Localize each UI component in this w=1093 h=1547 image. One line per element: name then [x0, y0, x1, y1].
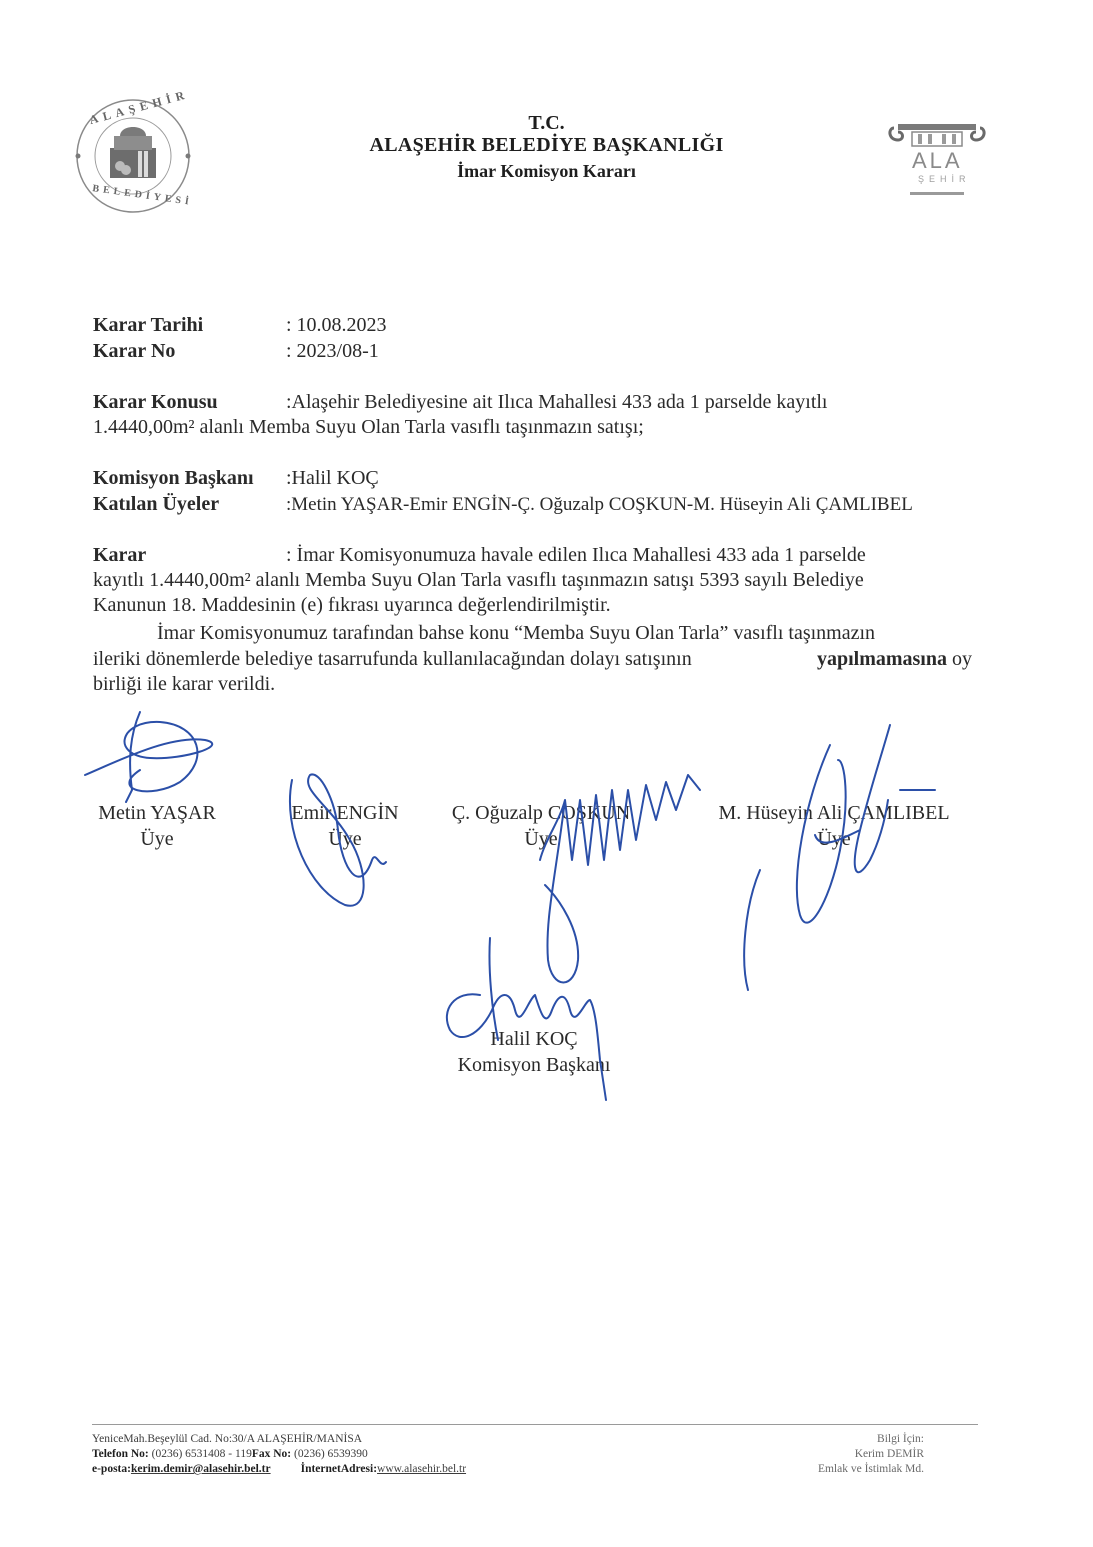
decision-para2-line-2 — [93, 647, 972, 672]
subject-line-2: 1.4440,00m² alanlı Memba Suyu Olan Tarla vasıflı taşınmazın satışı; — [93, 416, 644, 438]
info-title: Emlak ve İstimlak Md. — [817, 1463, 924, 1475]
info-label: Bilgi İçin: — [877, 1433, 924, 1445]
signer-role: Üye — [140, 828, 174, 850]
footer-email-web — [92, 1462, 612, 1477]
signature-block-metin — [88, 800, 226, 852]
web-link[interactable]: www.alasehir.bel.tr — [377, 1463, 467, 1475]
signer-role: Komisyon Başkanı — [457, 1054, 611, 1076]
footer-divider — [92, 1424, 978, 1425]
decision-line-1: : İmar Komisyonumuza havale edilen Ilıca Mahallesi 433 ada 1 parselde — [286, 544, 866, 566]
signer-name: Emir ENGİN — [291, 802, 399, 824]
decision-label: Karar — [93, 544, 147, 566]
seal-top-text: ALAŞEHİR — [87, 86, 191, 128]
decision-para2-line-1: İmar Komisyonumuz tarafından bahse konu “Memba Suyu Olan Tarla” vasıflı taşınmazın — [157, 622, 876, 644]
header-organization: ALAŞEHİR BELEDİYE BAŞKANLIĞI — [369, 134, 724, 156]
seal-bottom-text: BELEDİYESİ — [91, 183, 194, 208]
decision-line-3: Kanunun 18. Maddesinin (e) fıkrası uyarınca değerlendirilmiştir. — [93, 594, 611, 616]
subject-label: Karar Konusu — [93, 391, 218, 413]
email-link[interactable]: kerim.demir@alasehir.bel.tr — [130, 1463, 271, 1475]
no-label: Karar No — [93, 340, 176, 362]
date-label: Karar Tarihi — [93, 314, 204, 336]
signer-name: Halil KOÇ — [490, 1028, 578, 1050]
signature-block-halil — [444, 1026, 624, 1078]
footer-address: YeniceMah.Beşeylül Cad. No:30/A ALAŞEHİR/MANİSA — [92, 1433, 363, 1445]
signer-name: M. Hüseyin Ali ÇAMLIBEL — [718, 802, 950, 824]
signer-name: Ç. Oğuzalp COŞKUN — [451, 802, 631, 824]
header-subtitle: İmar Komisyon Kararı — [457, 161, 636, 181]
para2-text-b: oy — [952, 648, 972, 670]
signer-role: Üye — [328, 828, 362, 850]
chair-value: :Halil KOÇ — [286, 467, 379, 489]
signature-block-huseyin — [704, 800, 964, 852]
signer-role: Üye — [524, 828, 558, 850]
web-label: İnternetAdresi: — [300, 1463, 378, 1475]
signer-name: Metin YAŞAR — [98, 802, 216, 824]
para2-text-a: ileriki dönemlerde belediye tasarrufunda kullanılacağından dolayı satışının — [93, 648, 692, 670]
signature-huseyin — [744, 725, 935, 990]
signer-role: Üye — [817, 828, 851, 850]
phone-label: Telefon No: — [92, 1448, 149, 1460]
para2-emphasis: yapılmamasına — [816, 648, 947, 670]
signature-metin — [85, 712, 212, 802]
signature-block-emir — [280, 800, 410, 852]
no-value: : 2023/08-1 — [286, 340, 379, 362]
fax-value: (0236) 6539390 — [294, 1448, 368, 1460]
decision-para2-line-3: birliği ile karar verildi. — [93, 673, 276, 695]
subject-line-1: :Alaşehir Belediyesine ait Ilıca Mahallesi 433 ada 1 parselde kayıtlı — [286, 391, 828, 413]
footer-phone-fax — [92, 1447, 612, 1462]
footer-info — [740, 1432, 924, 1477]
decision-line-2: kayıtlı 1.4440,00m² alanlı Memba Suyu Olan Tarla vasıflı taşınmazın satışı 5393 sayılı Belediye — [93, 569, 864, 591]
fax-label: Fax No: — [251, 1448, 292, 1460]
chair-label: Komisyon Başkanı — [93, 467, 254, 489]
ala-logo-subtext: ŞEHİR — [918, 174, 971, 184]
date-value: : 10.08.2023 — [286, 314, 387, 336]
members-label: Katılan Üyeler — [93, 493, 220, 515]
ala-logo-text: ALA — [912, 148, 963, 173]
phone-value: (0236) 6531408 - 119 — [151, 1448, 252, 1460]
signature-block-oguzalp — [446, 800, 636, 852]
footer-contact — [92, 1432, 612, 1477]
members-value: :Metin YAŞAR-Emir ENGİN-Ç. Oğuzalp COŞKUN-M. Hüseyin Ali ÇAMLIBEL — [286, 494, 913, 515]
header-tc: T.C. — [528, 112, 565, 134]
info-name: Kerim DEMİR — [854, 1448, 924, 1460]
email-label: e-posta: — [92, 1463, 131, 1475]
